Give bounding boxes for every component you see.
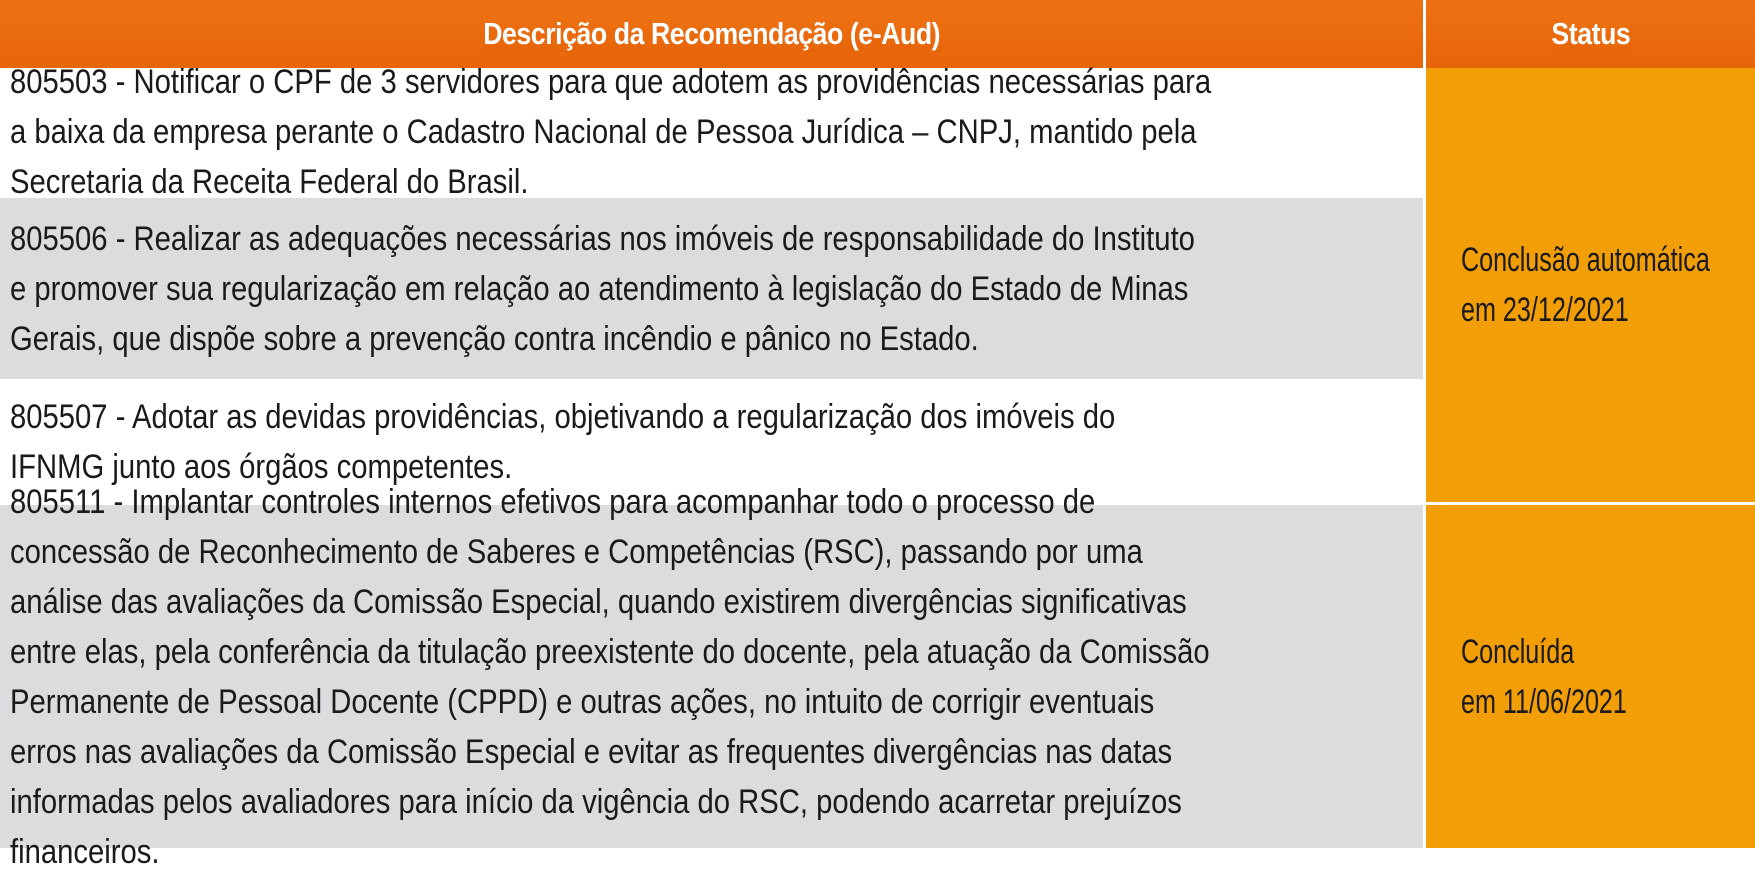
recommendation-text: 805511 - Implantar controles internos efetivos para acompanhar todo o processo de concessão de Reconhecimento de Saberes e Competências (RSC), passando por uma análise das avaliações da Comissão Especial, quando existirem divergências significativas entre elas, pela conferência da titulação preexistente do docente, pela atuação da Comissão Permanente de Pessoal Docente (CPPD) e outras ações, no intuito de corrigir eventuais erros nas avaliações da Comissão Especial e evitar as frequentes divergências nas datas informadas pelos avaliadores para início da vigência do RSC, podendo acarretar prejuízos financeiros. <box>10 482 1210 871</box>
status-text <box>1461 235 1750 335</box>
header-status: Status <box>1551 16 1630 51</box>
recommendation-text: 805506 - Realizar as adequações necessárias nos imóveis de responsabilidade do Instituto e promover sua regularização em relação ao atendimento à legislação do Estado de Minas Gerais, que dispõe sobre a prevenção contra incêndio e pânico no Estado. <box>10 219 1195 358</box>
recommendation-text: 805507 - Adotar as devidas providências, objetivando a regularização dos imóveis do IFNMG junto aos órgãos competentes. <box>10 398 1116 486</box>
status-date: em 11/06/2021 <box>1461 682 1627 721</box>
status-cell <box>1426 505 1755 848</box>
recommendation-text: 805503 - Notificar o CPF de 3 servidores para que adotem as providências necessárias para a baixa da empresa perante o Cadastro Nacional de Pessoa Jurídica – CNPJ, mantido pela Secretaria da Receita Federal do Brasil. <box>10 62 1212 201</box>
header-status-cell <box>1426 0 1755 68</box>
status-line: Concluída <box>1461 632 1575 671</box>
status-cell <box>1426 68 1755 502</box>
status-text <box>1461 627 1654 727</box>
status-date: em 23/12/2021 <box>1461 291 1629 329</box>
table-row <box>0 482 1423 871</box>
table-row <box>0 62 1423 201</box>
table-row <box>0 198 1423 379</box>
status-line: Conclusão automática <box>1461 241 1710 279</box>
header-description: Descrição da Recomendação (e-Aud) <box>483 16 940 51</box>
